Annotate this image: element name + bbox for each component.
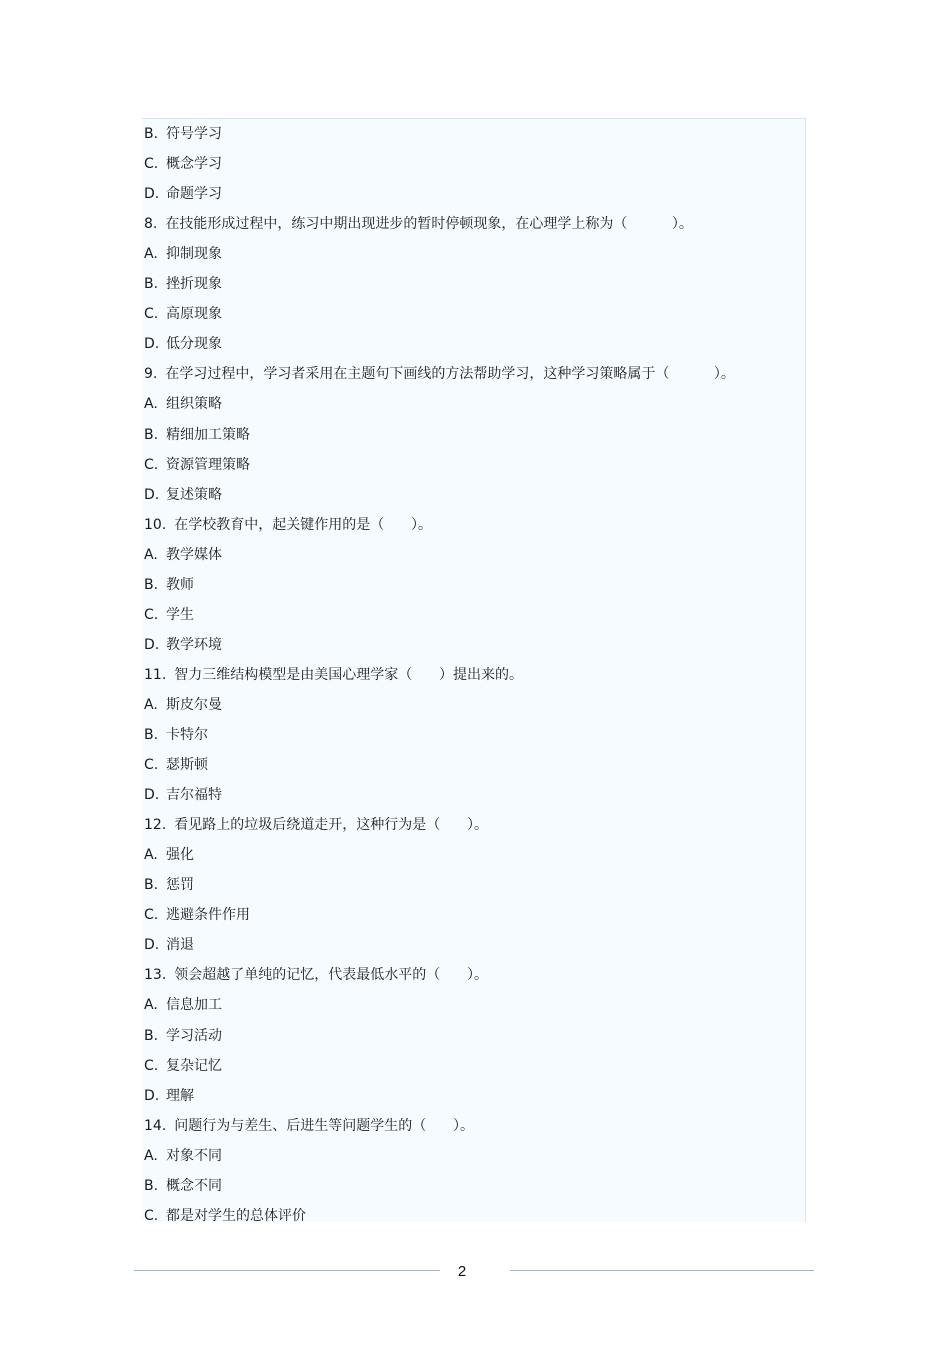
- option-letter: B.: [144, 426, 159, 443]
- answer-option: [144, 1025, 222, 1047]
- question-number: 14.: [144, 1117, 167, 1134]
- question-number: 9.: [144, 366, 158, 383]
- option-letter: B.: [144, 576, 159, 593]
- option-text: 逃避条件作用: [166, 907, 250, 924]
- option-text: 斯皮尔曼: [166, 696, 222, 713]
- option-text: 学习活动: [166, 1027, 222, 1044]
- option-text: 理解: [166, 1087, 194, 1104]
- answer-option: [144, 844, 194, 866]
- question-stem: [144, 213, 693, 235]
- question-stem: [144, 514, 432, 536]
- answer-option: [144, 484, 222, 506]
- answer-option: [144, 604, 194, 626]
- option-text: 都是对学生的总体评价: [166, 1207, 306, 1224]
- option-text: 高原现象: [166, 306, 222, 323]
- option-text: 消退: [166, 937, 194, 954]
- question-text: 智力三维结构模型是由美国心理学家（ ）提出来的。: [174, 666, 523, 683]
- answer-option: [144, 153, 222, 175]
- option-text: 符号学习: [166, 126, 222, 142]
- answer-option: [144, 1145, 222, 1167]
- option-text: 信息加工: [166, 997, 222, 1014]
- option-letter: A.: [144, 546, 158, 563]
- option-letter: C.: [144, 306, 159, 323]
- option-letter: A.: [144, 847, 158, 864]
- option-text: 概念不同: [166, 1177, 222, 1194]
- option-letter: B.: [144, 276, 159, 293]
- option-letter: D.: [144, 486, 160, 503]
- question-stem: [144, 363, 735, 385]
- option-letter: C.: [144, 1207, 159, 1224]
- option-letter: A.: [144, 246, 158, 263]
- question-text: 领会超越了单纯的记忆，代表最低水平的（ ）。: [174, 967, 488, 984]
- option-letter: A.: [144, 396, 158, 413]
- question-number: 8.: [144, 216, 158, 233]
- option-letter: D.: [144, 787, 160, 804]
- footer-rule-left: [134, 1270, 440, 1271]
- question-number: 10.: [144, 516, 167, 533]
- option-text: 精细加工策略: [166, 426, 250, 443]
- answer-option: [144, 393, 222, 415]
- answer-option: [144, 544, 222, 566]
- option-letter: C.: [144, 156, 159, 173]
- option-letter: D.: [144, 186, 160, 203]
- option-letter: B.: [144, 126, 159, 142]
- question-number: 11.: [144, 666, 167, 683]
- option-text: 抑制现象: [166, 246, 222, 263]
- option-text: 复述策略: [166, 486, 222, 503]
- option-letter: B.: [144, 1177, 159, 1194]
- question-stem: [144, 814, 488, 836]
- answer-option: [144, 424, 250, 446]
- page-number: 2: [457, 1263, 467, 1280]
- footer-rule-right: [510, 1270, 814, 1271]
- option-letter: C.: [144, 907, 159, 924]
- question-number: 12.: [144, 817, 167, 834]
- question-stem: [144, 664, 523, 686]
- answer-option: [144, 904, 250, 926]
- answer-option: [144, 183, 222, 205]
- answer-option: [144, 1175, 222, 1197]
- option-text: 低分现象: [166, 336, 222, 353]
- option-letter: D.: [144, 336, 160, 353]
- answer-option: [144, 724, 208, 746]
- option-text: 教师: [166, 576, 194, 593]
- option-text: 学生: [166, 606, 194, 623]
- option-text: 组织策略: [166, 396, 222, 413]
- option-letter: B.: [144, 877, 159, 894]
- option-letter: C.: [144, 757, 159, 774]
- answer-option: [144, 694, 222, 716]
- option-text: 对象不同: [166, 1147, 222, 1164]
- answer-option: [144, 243, 222, 265]
- answer-option: [144, 574, 194, 596]
- answer-option: [144, 1085, 194, 1107]
- option-letter: C.: [144, 1057, 159, 1074]
- option-letter: A.: [144, 997, 158, 1014]
- option-letter: B.: [144, 1027, 159, 1044]
- question-stem: [144, 964, 488, 986]
- option-text: 惩罚: [166, 877, 194, 894]
- option-letter: D.: [144, 937, 160, 954]
- option-letter: C.: [144, 456, 159, 473]
- answer-option: [144, 454, 250, 476]
- answer-option: [144, 934, 194, 956]
- question-text: 在学校教育中，起关键作用的是（ ）。: [174, 516, 432, 533]
- option-letter: D.: [144, 1087, 160, 1104]
- answer-option: [144, 1055, 222, 1077]
- option-text: 复杂记忆: [166, 1057, 222, 1074]
- answer-option: [144, 634, 222, 656]
- answer-option: [144, 273, 222, 295]
- question-text: 看见路上的垃圾后绕道走开，这种行为是（ ）。: [174, 817, 488, 834]
- option-text: 挫折现象: [166, 276, 222, 293]
- option-text: 教学环境: [166, 636, 222, 653]
- question-text: 在技能形成过程中，练习中期出现进步的暂时停顿现象，在心理学上称为（ ）。: [165, 216, 693, 233]
- option-text: 吉尔福特: [166, 787, 222, 804]
- option-text: 教学媒体: [166, 546, 222, 563]
- answer-option: [144, 303, 222, 325]
- option-text: 资源管理策略: [166, 456, 250, 473]
- question-text: 问题行为与差生、后进生等问题学生的（ ）。: [174, 1117, 474, 1134]
- option-letter: B.: [144, 727, 159, 743]
- answer-option: [144, 123, 222, 145]
- option-text: 强化: [166, 847, 194, 864]
- answer-option: [144, 754, 208, 776]
- option-letter: A.: [144, 696, 158, 713]
- option-text: 概念学习: [166, 156, 222, 173]
- option-text: 卡特尔: [166, 727, 208, 743]
- option-text: 瑟斯顿: [166, 757, 208, 774]
- answer-option: [144, 874, 194, 896]
- option-letter: D.: [144, 636, 160, 653]
- option-letter: C.: [144, 606, 159, 623]
- option-letter: A.: [144, 1147, 158, 1164]
- question-text: 在学习过程中，学习者采用在主题句下画线的方法帮助学习，这种学习策略属于（ ）。: [165, 366, 735, 383]
- option-text: 命题学习: [166, 186, 222, 203]
- answer-option: [144, 333, 222, 355]
- question-number: 13.: [144, 967, 167, 984]
- answer-option: [144, 784, 222, 806]
- question-stem: [144, 1115, 474, 1137]
- answer-option: [144, 994, 222, 1016]
- answer-option: [144, 1205, 306, 1227]
